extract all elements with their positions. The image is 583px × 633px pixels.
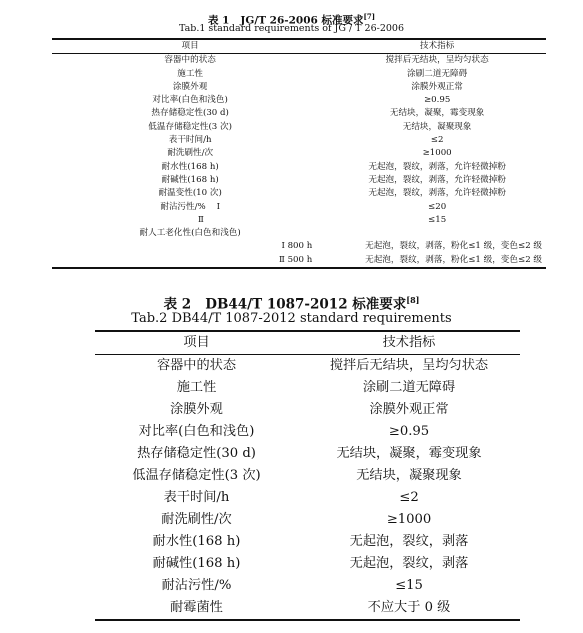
table2-cell-item: 对比率(白色和浅色) — [138, 424, 255, 439]
table-row — [95, 465, 520, 487]
table2-cell-spec: 无结块，凝聚，霉变现象 — [336, 446, 482, 461]
table1-cell-item: 耐水性(168 h) — [161, 161, 219, 172]
table-row — [52, 227, 546, 240]
table1-cell-spec: 无起泡，裂纹，剥落，允许轻微掉粉 — [368, 161, 506, 172]
table1-cell-spec: 搅拌后无结块，呈均匀状态 — [385, 55, 489, 66]
table-row — [95, 487, 520, 509]
table2-cell-spec: 搅拌后无结块，呈均匀状态 — [329, 358, 489, 373]
table-row — [52, 240, 546, 253]
table1-cell-spec: ≥0.95 — [423, 95, 451, 106]
table2-cell-item: 热存储稳定性(30 d) — [137, 446, 256, 461]
table2-cell-spec: ≥1000 — [386, 512, 432, 527]
table2-cell-spec: ≥0.95 — [388, 424, 430, 439]
table1-cell-spec: 无起泡，裂纹，剥落，允许轻微掉粉 — [368, 188, 506, 199]
table1-cell-item: Ⅱ — [198, 214, 204, 225]
table2-cell-item: 施工性 — [176, 380, 217, 395]
table-row — [52, 94, 546, 107]
table2-title-ref: [8] — [406, 295, 420, 305]
table2-cell-spec: 涂膜外观正常 — [369, 402, 449, 417]
table2 — [95, 330, 520, 621]
table1 — [52, 38, 546, 269]
table-row — [95, 399, 520, 421]
table-row — [52, 121, 546, 134]
table2-cell-spec: 无起泡，裂纹，剥落 — [349, 534, 469, 549]
table2-header-item: 项目 — [183, 335, 210, 350]
table1-cell-spec: ≤20 — [428, 201, 447, 212]
table2-cell-item: 耐碱性(168 h) — [152, 556, 241, 571]
table2-cell-item: 耐沾污性/% — [161, 578, 232, 593]
table1-cell-item: 涂膜外观 — [172, 81, 208, 92]
table1-cell-spec: 涂刷二道无障碍 — [407, 68, 468, 79]
table2-cell-spec: 无起泡，裂纹，剥落 — [349, 556, 469, 571]
table1-header-row — [52, 39, 546, 54]
table2-header-spec: 技术指标 — [382, 335, 436, 350]
table1-cell-item: 耐温变性(10 次) — [158, 188, 222, 199]
table1-header-item: 项目 — [181, 41, 199, 51]
table2-title — [0, 292, 583, 313]
table-row — [52, 68, 546, 81]
table-row — [95, 377, 520, 399]
table1-cell-spec: ≤2 — [430, 135, 444, 146]
table1-cell-item: 耐碱性(168 h) — [161, 174, 219, 185]
table-row — [52, 147, 546, 160]
table-row — [52, 161, 546, 174]
table-row — [95, 575, 520, 597]
table-row — [52, 214, 546, 227]
table-row — [95, 509, 520, 531]
table-row — [52, 134, 546, 147]
table2-title-main: DB44/T 1087-2012 标准要求 — [205, 296, 407, 313]
table2-cell-spec: 涂刷二道无障碍 — [362, 380, 456, 395]
table-row — [95, 553, 520, 575]
table1-cell-item: 表干时间/h — [168, 135, 212, 146]
table2-cell-spec: ≤15 — [395, 578, 423, 593]
table1-title-ref: [7] — [363, 12, 376, 21]
table-row — [52, 201, 546, 214]
table-row — [95, 355, 520, 378]
table-row — [95, 443, 520, 465]
table2-cell-item: 容器中的状态 — [156, 358, 237, 373]
table1-cell-spec: 无起泡，裂纹，剥落，粉化≤1 级，变色≤2 级 — [365, 241, 542, 252]
table2-cell-item: 耐霉菌性 — [170, 600, 223, 615]
table-row — [52, 81, 546, 94]
table1-title-prefix: 表 1 — [207, 14, 230, 27]
table1-subtitle: Tab.1 standard requirements of JG / T 26-2006 — [178, 23, 405, 34]
table1-cell-item: Ⅱ 500 h — [279, 254, 313, 265]
table1-cell-spec — [328, 227, 546, 240]
table2-cell-spec: ≤2 — [399, 490, 419, 505]
table2-cell-item: 低温存储稳定性(3 次) — [132, 468, 261, 483]
table2-title-prefix: 表 2 — [163, 296, 192, 313]
table2-cell-item: 涂膜外观 — [170, 402, 223, 417]
table1-cell-spec: ≤15 — [428, 214, 447, 225]
table2-cell-spec: 无结块，凝聚现象 — [356, 468, 462, 483]
table1-cell-spec: 无起泡，裂纹，剥落，允许轻微掉粉 — [368, 174, 506, 185]
table-row — [52, 187, 546, 200]
table1-cell-item: 耐人工老化性(白色和浅色) — [139, 228, 241, 239]
table2-cell-item: 耐水性(168 h) — [152, 534, 241, 549]
table-row — [95, 531, 520, 553]
table1-cell-item: 容器中的状态 — [164, 55, 216, 66]
table1-title-main: JG/T 26-2006 标准要求 — [240, 14, 364, 27]
table2-cell-spec: 不应大于 0 级 — [367, 600, 451, 615]
table-row — [52, 107, 546, 120]
table1-cell-spec: 无起泡，裂纹，剥落，粉化≤1 级，变色≤2 级 — [365, 254, 542, 265]
table1-cell-spec: ≥1000 — [422, 148, 452, 159]
table1-cell-item: 耐沾污性/% Ⅰ — [160, 201, 220, 212]
table1-cell-spec: 无结块，凝聚现象 — [402, 121, 472, 132]
table1-cell-spec: 涂膜外观正常 — [411, 81, 463, 92]
table1-header-spec: 技术指标 — [419, 41, 455, 51]
table-row — [52, 254, 546, 268]
table-row — [52, 54, 546, 68]
table1-cell-item: 低温存储稳定性(3 次) — [148, 121, 232, 132]
table-row — [95, 597, 520, 620]
table2-cell-item: 耐洗刷性/次 — [161, 512, 232, 527]
table-row — [52, 174, 546, 187]
table1-cell-item: 耐洗刷性/次 — [167, 148, 214, 159]
table-row — [95, 421, 520, 443]
table2-cell-item: 表干时间/h — [163, 490, 230, 505]
table1-cell-item: 施工性 — [177, 68, 204, 79]
table1-cell-spec: 无结块，凝聚，霉变现象 — [389, 108, 485, 119]
table1-cell-item: 热存储稳定性(30 d) — [151, 108, 229, 119]
table1-cell-item: 对比率(白色和浅色) — [152, 95, 228, 106]
table1-cell-item: Ⅰ 800 h — [281, 241, 313, 252]
table2-subtitle: Tab.2 DB44/T 1087-2012 standard requirements — [131, 311, 452, 326]
table2-header-row — [95, 331, 520, 355]
